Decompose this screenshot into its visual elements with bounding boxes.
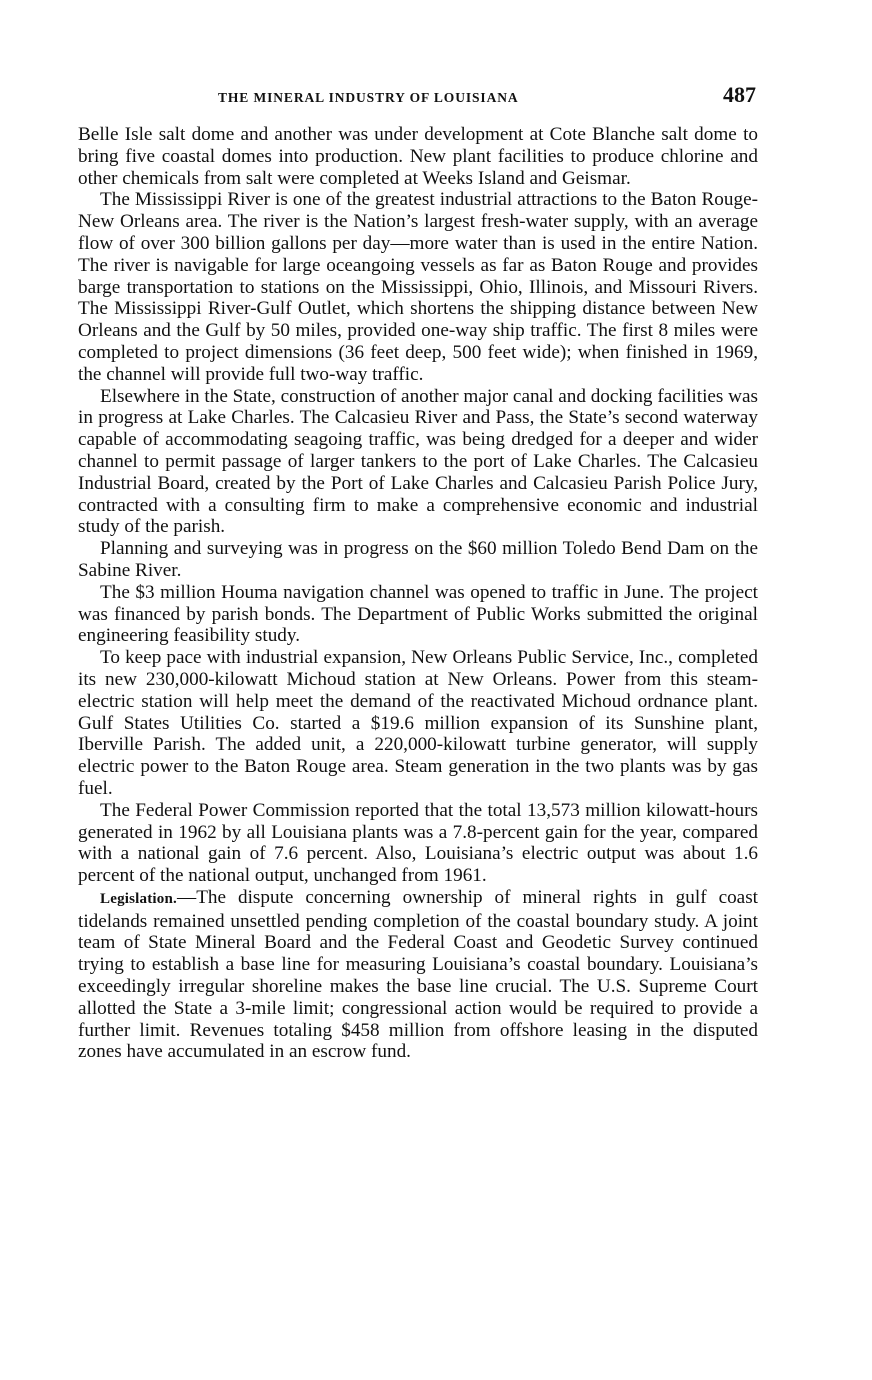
- paragraph-houma-channel: The $3 million Houma navigation channel was opened to traffic in June. The project was financed by parish bonds. The Department of Public Works submitted the original engineering feasibility study.: [78, 581, 758, 647]
- paragraph-mississippi-river: The Mississippi River is one of the greatest industrial attractions to the Baton Rouge-New Orleans area. The river is the Nation’s largest fresh-water supply, with an average flow of over 300 billion gallons per day—more water than is used in the entire Nation. The river is navigable for large oceangoing vessels as far as Baton Rouge and provides barge transportation to stations on the Mississippi, Ohio, Illinois, and Missouri Rivers. The Mississippi River-Gulf Outlet, which shortens the shipping distance between New Orleans and the Gulf by 50 miles, provided one-way ship traffic. The first 8 miles were completed to project dimensions (36 feet deep, 500 feet wide); when finished in 1969, the channel will provide full two-way traffic.: [78, 189, 758, 385]
- running-title: THE MINERAL INDUSTRY OF LOUISIANA: [218, 90, 519, 105]
- running-head: [78, 82, 758, 116]
- legislation-heading: Legislation.: [100, 890, 177, 907]
- document-page: [78, 82, 758, 1063]
- paragraph-lake-charles: Elsewhere in the State, construction of another major canal and docking facilities was in progress at Lake Charles. The Calcasieu River and Pass, the State’s second waterway capable of accommodating seagoing traffic, was being dredged for a deeper and wider channel to permit passage of larger tankers to the port of Lake Charles. The Calcasieu Industrial Board, created by the Port of Lake Charles and Calcasieu Parish Police Jury, contracted with a consulting firm to make a comprehensive economic and industrial study of the parish.: [78, 385, 759, 538]
- paragraph-toledo-bend: Planning and surveying was in progress on the $60 million Toledo Bend Dam on the Sabine River.: [78, 538, 758, 581]
- body-text: [78, 124, 758, 1063]
- paragraph-power-stations: To keep pace with industrial expansion, New Orleans Public Service, Inc., completed its new 230,000-kilowatt Michoud station at New Orleans. Power from this steam-electric station will help meet the demand of the reactivated Michoud ordnance plant. Gulf States Utilities Co. started a $19.6 million expansion of its Sunshine plant, Iberville Parish. The added unit, a 220,000-kilowatt turbine generator, will supply electric power to the Baton Rouge area. Steam generation in the two plants was by gas fuel.: [78, 647, 758, 799]
- page-number: 487: [723, 82, 756, 107]
- legislation-text: —The dispute concerning ownership of mineral rights in gulf coast tidelands remained unsettled pending completion of the coastal boundary study. A joint team of State Mineral Board and the Federal Coast and Geodetic Survey continued trying to establish a base line for measuring Louisiana’s coastal boundary. Louisiana’s exceedingly irregular shoreline makes the base line crucial. The U.S. Supreme Court allotted the State a 3-mile limit; congressional action would be required to provide a further limit. Revenues totaling $458 million from offshore leasing in the disputed zones have accumulated in an escrow fund.: [78, 886, 758, 1063]
- paragraph-legislation: [78, 887, 758, 1063]
- paragraph-salt-domes: Belle Isle salt dome and another was under development at Cote Blanche salt dome to bring five coastal domes into production. New plant facilities to produce chlorine and other chemicals from salt were completed at Weeks Island and Geismar.: [78, 124, 758, 189]
- paragraph-federal-power-commission: The Federal Power Commission reported that the total 13,573 million kilowatt-hours generated in 1962 by all Louisiana plants was a 7.8-percent gain for the year, compared with a national gain of 7.6 percent. Also, Louisiana’s electric output was about 1.6 percent of the national output, unchanged from 1961.: [78, 799, 758, 887]
